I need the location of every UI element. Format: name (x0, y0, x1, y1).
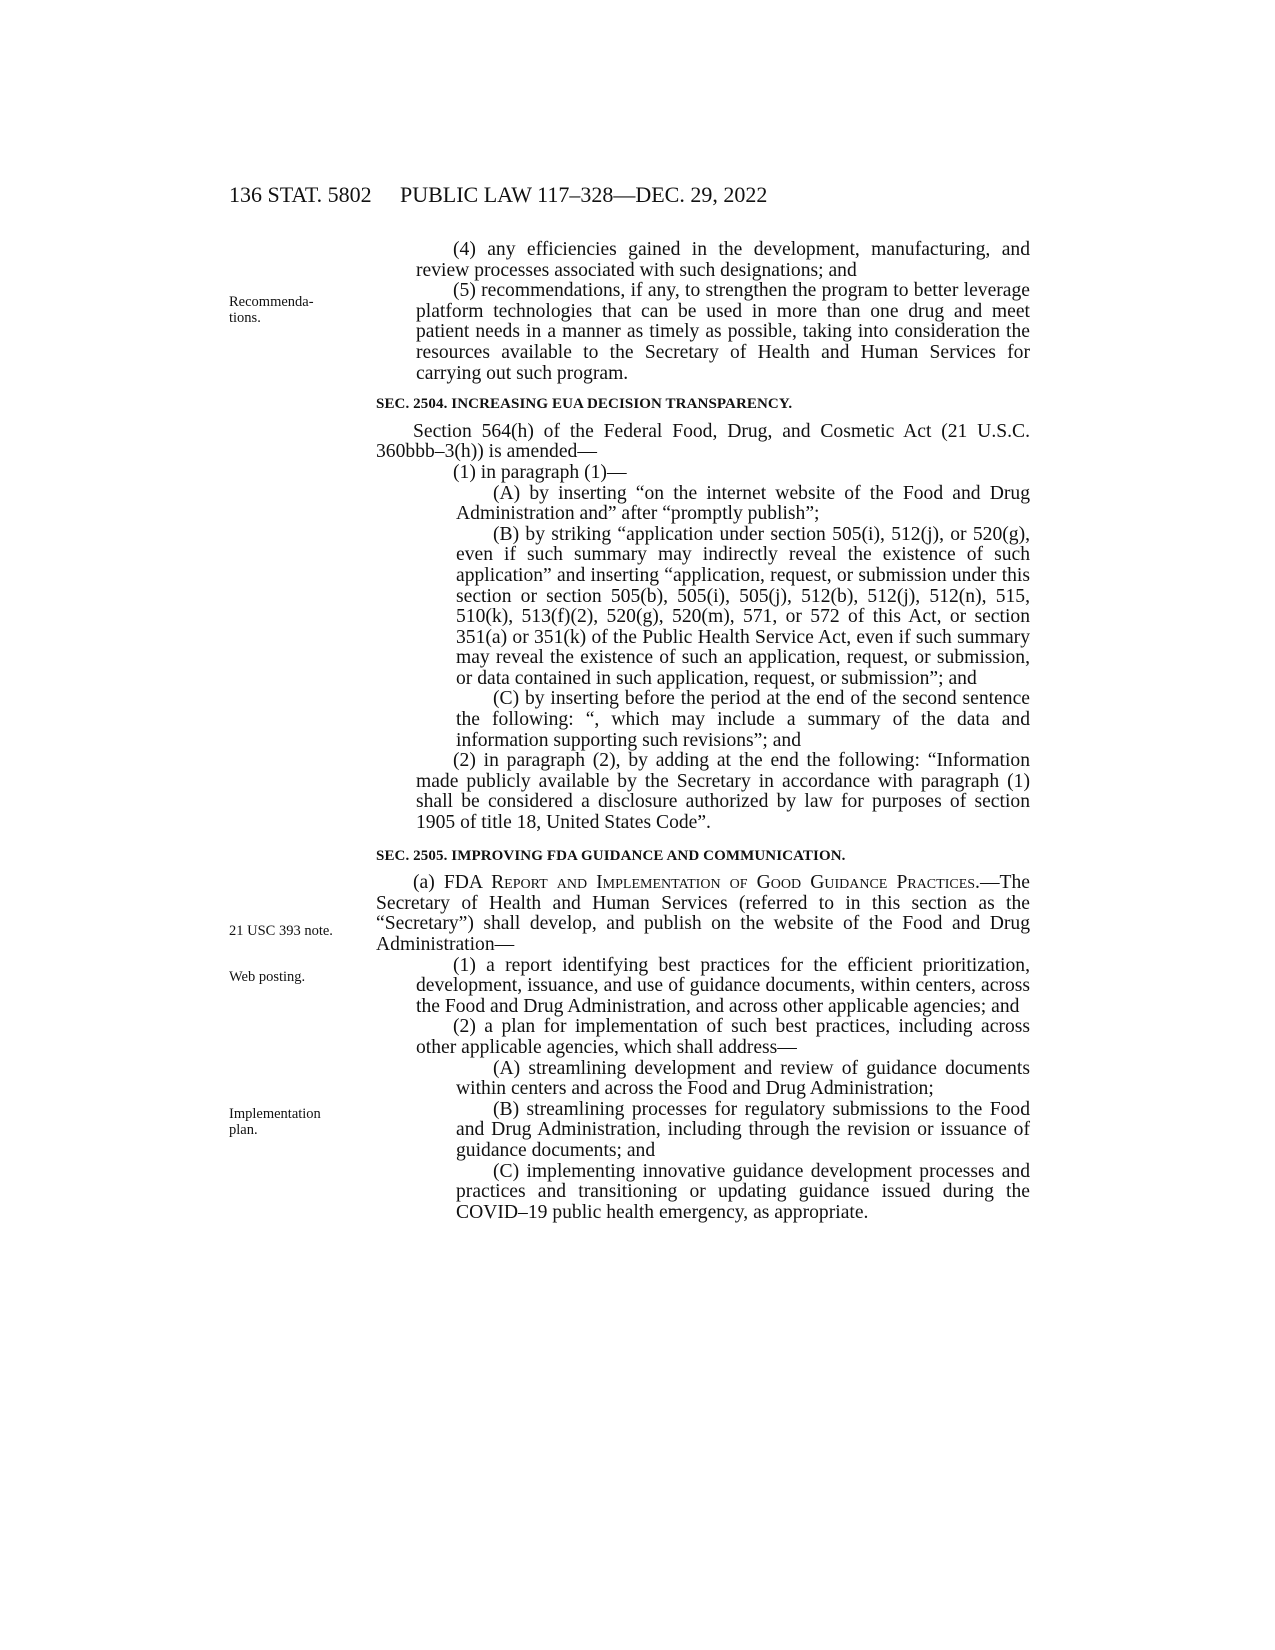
section-2504-heading: SEC. 2504. INCREASING EUA DECISION TRANSPARENCY. (376, 396, 793, 413)
section-2504-item-2: (2) in paragraph (2), by adding at the end the following: “Information made publicly available by the Secretary in accordance with paragraph (1) shall be considered a disclosure authorized by law for purposes of section 1905 of title 18, United States Code”. (416, 750, 1030, 834)
margin-note-usc: 21 USC 393 note. (229, 923, 333, 939)
paragraph-4: (4) any efficiencies gained in the development, manufacturing, and review processes associated with such designations; and (416, 239, 1030, 281)
section-2504-item-1: (1) in paragraph (1)— (453, 461, 627, 483)
section-2505-heading: SEC. 2505. IMPROVING FDA GUIDANCE AND COMMUNICATION. (376, 847, 846, 864)
margin-note-web-posting: Web posting. (229, 969, 306, 985)
section-2505-item-2: (2) a plan for implementation of such best practices, including across other applicable agencies, which shall address— (416, 1016, 1030, 1058)
public-law-title: PUBLIC LAW 117–328—DEC. 29, 2022 (400, 182, 768, 207)
law-text-body (376, 240, 1030, 1223)
section-2504-item-1A: (A) by inserting “on the internet website of the Food and Drug Administration and” after “promptly publish”; (456, 482, 1030, 525)
section-2504-intro: Section 564(h) of the Federal Food, Drug, and Cosmetic Act (21 U.S.C. 360bbb–3(h)) is amended— (376, 420, 1030, 463)
subsection-a-heading: FDA Report and Implementation of Good Guidance Practices. (443, 872, 980, 894)
section-2505-item-1: (1) a report identifying best practices for the efficient prioritization, development, issuance, and use of guidance documents, within centers, across the Food and Drug Administration, and across other applicable agencies; and (416, 954, 1030, 1017)
section-2504-item-1C: (C) by inserting before the period at the end of the second sentence the following: “, which may include a summary of the data and information supporting such revisions”; and (456, 688, 1030, 751)
section-2504-item-1B: (B) by striking “application under section 505(i), 512(j), or 520(g), even if such summary may indirectly reveal the existence of such application” and inserting “application, request, or submission under this section or section 505(b), 505(i), 505(j), 512(b), 512(j), 512(n), 515, 510(k), 513(f)(2), 520(g), 520(m), 571, or 572 of this Act, or section 351(a) or 351(k) of the Public Health Service Act, even if such summary may reveal the existence of such an application, request, or submission, or data contained in such application, request, or submission”; and (456, 523, 1030, 689)
section-2505-item-2C: (C) implementing innovative guidance development processes and practices and transitioning or updating guidance issued during the COVID–19 public health emergency, as appropriate. (456, 1160, 1030, 1223)
margin-note-implementation: Implementation plan. (229, 1106, 321, 1138)
stat-citation: 136 STAT. 5802 (229, 182, 372, 207)
section-2505-item-2A: (A) streamlining development and review of guidance documents within centers and across the Food and Drug Administration; (456, 1057, 1030, 1100)
section-2505-item-2B: (B) streamlining processes for regulatory submissions to the Food and Drug Administration, including through the revision or issuance of guidance documents; and (456, 1098, 1030, 1161)
margin-note-recommendations: Recommenda- tions. (229, 294, 314, 326)
paragraph-5: (5) recommendations, if any, to strengthen the program to better leverage platform technologies that can be used in more than one drug and meet patient needs in a manner as timely as possible, taking into consideration the resources available to the Secretary of Health and Human Services for carrying out such program. (416, 280, 1030, 384)
subsection-a-text: —The Secretary of Health and Human Services (referred to in this section as the “Secretary”) shall develop, and publish on the website of the Food and Drug Administration— (376, 872, 1030, 955)
subsection-a-label: (a) (413, 872, 435, 894)
section-2505-subsection-a (376, 873, 1030, 955)
page-header (229, 182, 1029, 212)
